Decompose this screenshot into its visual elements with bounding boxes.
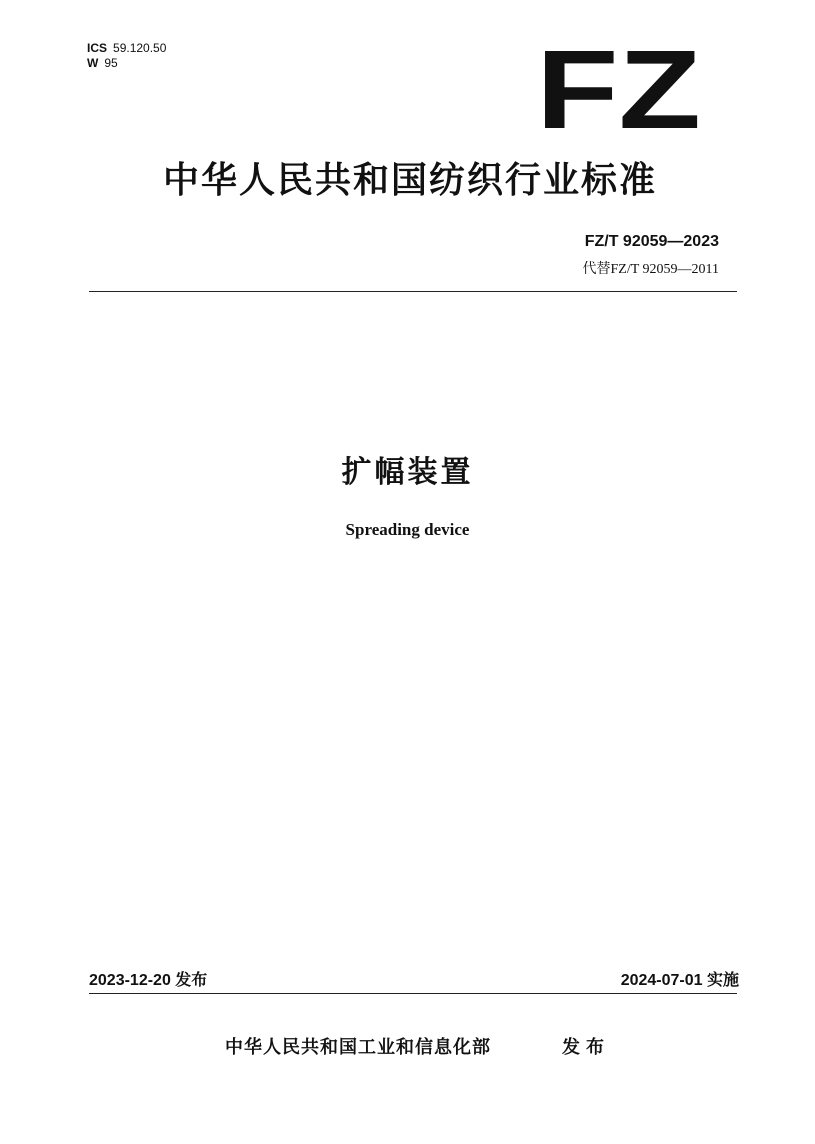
ics-line xyxy=(87,41,166,56)
issuing-authority: 中华人民共和国工业和信息化部 xyxy=(225,1037,491,1058)
ccs-line xyxy=(87,56,166,71)
ccs-label: W xyxy=(87,56,99,70)
publication-date: 2023-12-20 发布 xyxy=(89,972,208,989)
standard-number: FZ/T 92059—2023 xyxy=(584,233,719,250)
document-title-en: Spreading device xyxy=(345,520,470,539)
document-title-zh: 扩幅装置 xyxy=(341,455,474,490)
fz-logo xyxy=(536,30,706,140)
ics-code: 59.120.50 xyxy=(113,41,167,55)
ics-label: ICS xyxy=(87,41,108,55)
issue-action: 发布 xyxy=(562,1037,610,1058)
footer-divider xyxy=(89,993,737,994)
header-divider xyxy=(89,291,737,292)
replaced-standard: 代替FZ/T 92059—2011 xyxy=(582,262,719,277)
classification-codes xyxy=(87,41,166,71)
implementation-date: 2024-07-01 实施 xyxy=(620,972,739,989)
standard-category-title: 中华人民共和国纺织行业标准 xyxy=(162,160,657,201)
ccs-code: 95 xyxy=(104,56,118,70)
fz-logo-text: FZ xyxy=(536,30,701,140)
